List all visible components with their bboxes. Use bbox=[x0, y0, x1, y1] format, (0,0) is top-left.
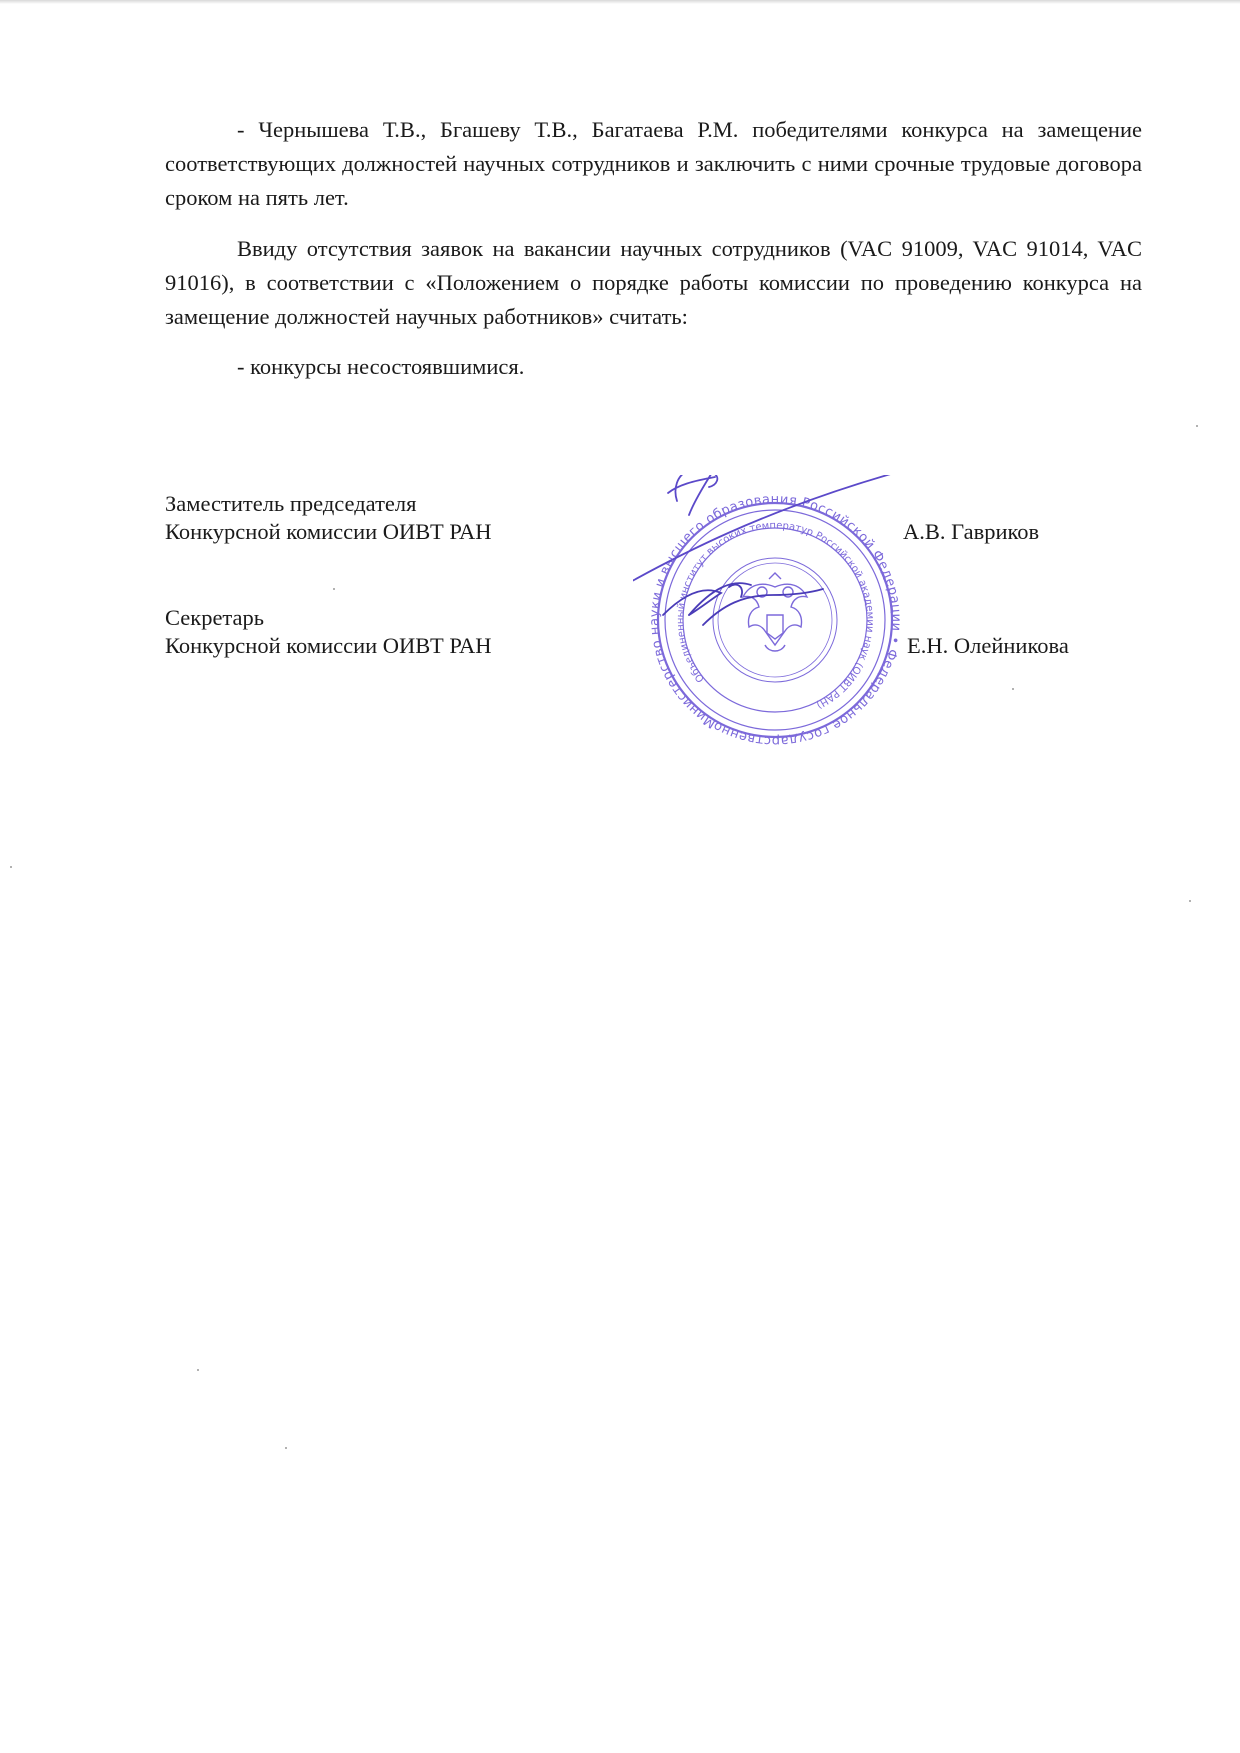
signer-commission: Конкурсной комиссии ОИВТ РАН bbox=[165, 633, 492, 658]
signer-commission: Конкурсной комиссии ОИВТ РАН bbox=[165, 519, 492, 544]
coat-of-arms-icon bbox=[743, 573, 807, 651]
scan-speck bbox=[1012, 688, 1014, 690]
svg-text:Объединенный институт высоких bbox=[634, 479, 916, 761]
signer-name-secretary: Е.Н. Олейникова bbox=[907, 633, 1069, 658]
seal-outer-text: Министерство науки и высшего образования Российской Федерации • Федеральное государственное bbox=[647, 492, 904, 749]
signer-title: Заместитель председателя bbox=[165, 491, 417, 516]
scan-speck bbox=[333, 588, 335, 590]
scan-speck bbox=[1189, 900, 1191, 902]
paragraph-vacancies: Ввиду отсутствия заявок на вакансии научных сотрудников (VAC 91009, VAC 91014, VAC 91016), в соответствии с «Положением о порядке работы комиссии по проведению конкурса на замещение должностей научных работников» считать: bbox=[165, 236, 1142, 329]
scan-speck bbox=[285, 1447, 287, 1449]
signature-block-secretary bbox=[165, 604, 492, 660]
signer-name-deputy: А.В. Гавриков bbox=[903, 519, 1040, 544]
signer-title: Секретарь bbox=[165, 605, 265, 630]
scan-speck bbox=[10, 866, 12, 868]
scan-speck bbox=[1196, 425, 1198, 427]
seal-inner-text: Объединенный институт высоких температур Российской академии наук (ОИВТ РАН) bbox=[675, 520, 876, 711]
official-seal-stamp bbox=[633, 475, 1033, 815]
paragraph-winners: - Чернышева Т.В., Бгашеву Т.В., Багатаева Р.М. победителями конкурса на замещение соответствующих должностей научных сотрудников и заключить с ними срочные трудовые договора сроком на пять лет. bbox=[165, 117, 1142, 210]
scan-speck bbox=[197, 1369, 199, 1371]
paragraph-conclusion: - конкурсы несостоявшимися. bbox=[237, 354, 525, 379]
signature-block-deputy bbox=[165, 490, 492, 546]
scan-edge bbox=[0, 0, 1240, 4]
